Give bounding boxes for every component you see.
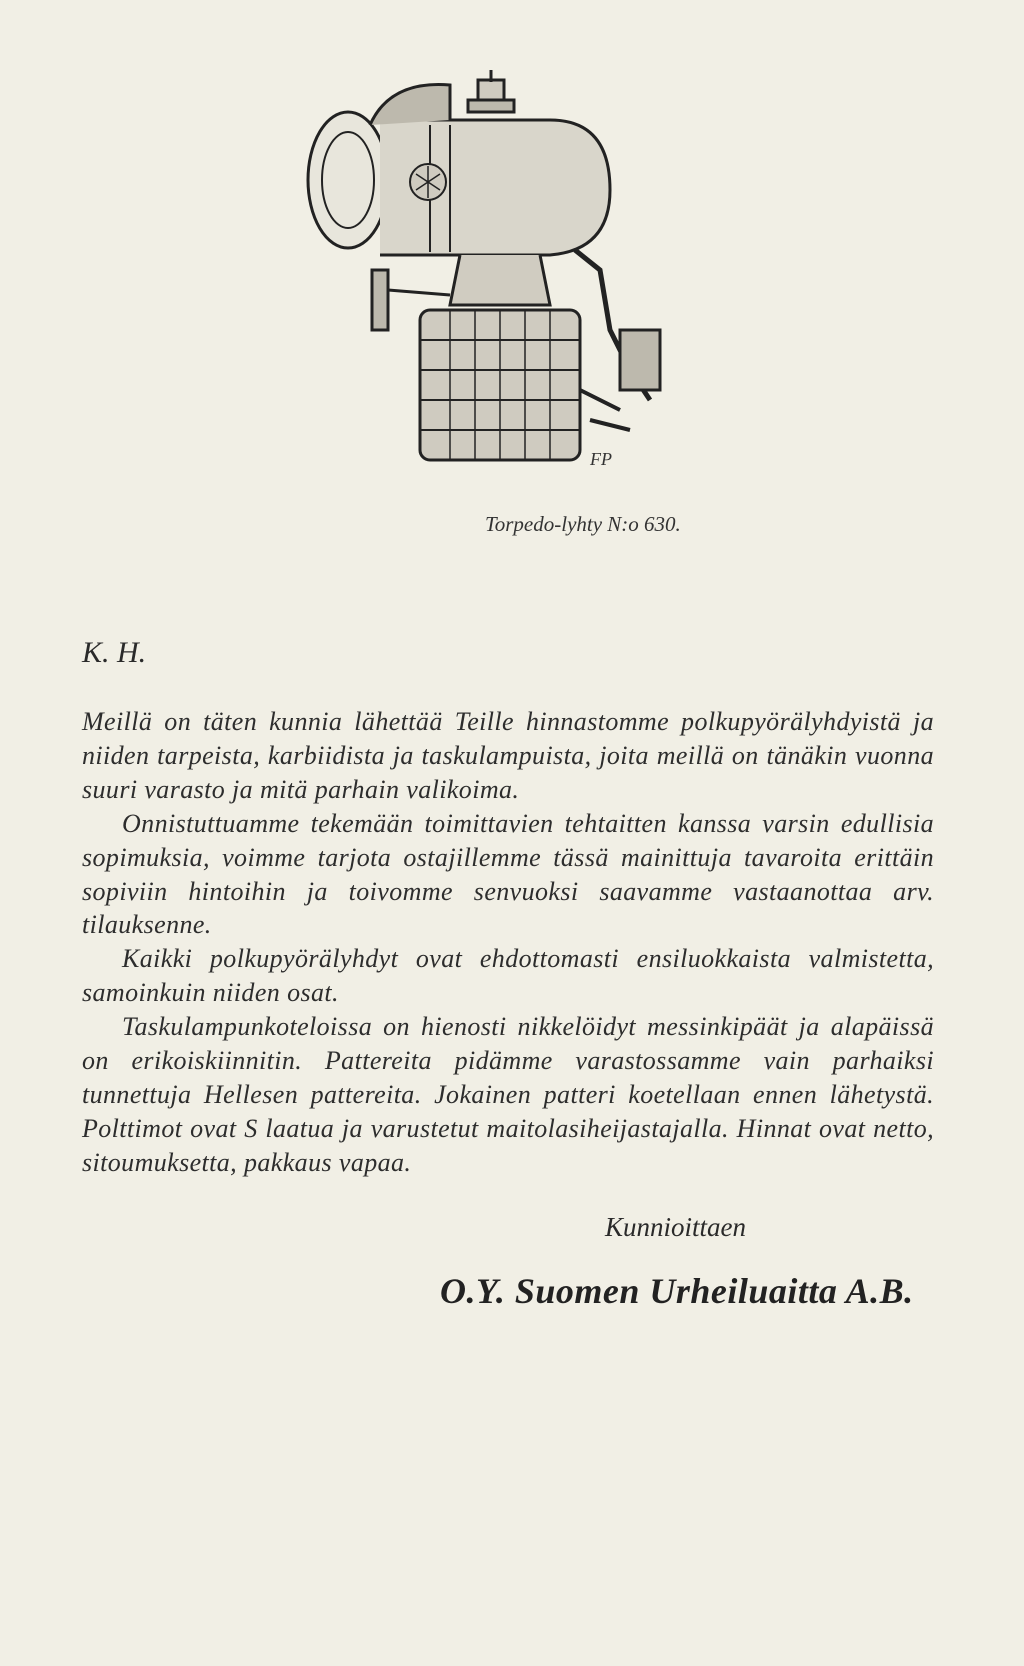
paragraph-lamps: Kaikki polkupyörälyhdyt ovat ehdottomasti ensiluokkaista valmistetta, samoinkuin niiden osat. xyxy=(82,944,934,1008)
svg-text:FP: FP xyxy=(590,449,612,469)
letter-closing: Kunnioittaen xyxy=(605,1212,746,1242)
bicycle-lamp-illustration xyxy=(300,70,720,510)
paragraph-flashlights: Taskulampunkoteloissa on hienosti nikkelöidyt messinkipäät ja alapäissä on erikoiskiinnitin. Pattereita pidämme varastossamme vain parhaiksi tunnettuja Hellesen pattereita. Jokainen patteri koetellaan ennen lähetystä. Polttimot ovat S laatua ja varustetut maitolasiheijastajalla. Hinnat ovat netto, sitoumuksetta, pakkaus vapaa. xyxy=(82,1012,934,1177)
illustration-caption: Torpedo-lyhty N:o 630. xyxy=(485,512,681,536)
paragraph-agreements: Onnistuttuamme tekemään toimittavien tehtaitten kanssa varsin edullisia sopimuksia, voimme tarjota ostajillemme tässä mainittuja tavaroita erittäin sopiviin hintoihin ja toivomme senvuoksi saavamme vastaanottaa arv. tilauksenne. xyxy=(82,808,934,940)
letter-salutation: K. H. xyxy=(82,636,147,669)
paragraph-intro: Meillä on täten kunnia lähettää Teille hinnastomme polkupyörälyhdyistä ja niiden tarpeista, karbiidista ja taskulampuista, joita meillä on tänäkin vuonna suuri varasto ja mitä parhain valikoima. xyxy=(82,707,934,804)
letter-signature: O.Y. Suomen Urheiluaitta A.B. xyxy=(440,1271,914,1311)
letter-body xyxy=(82,705,934,1180)
